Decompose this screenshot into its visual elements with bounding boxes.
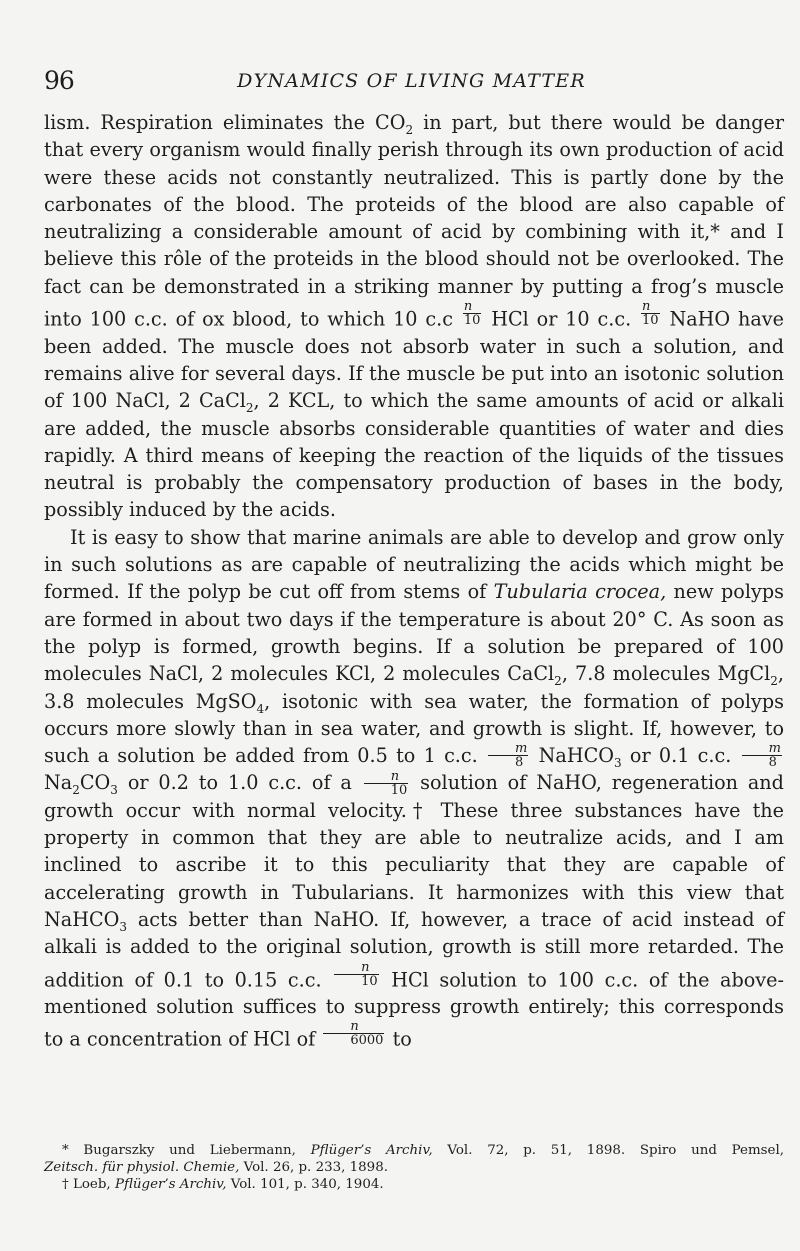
running-head: DYNAMICS OF LIVING MATTER xyxy=(237,70,586,92)
paragraph-1: lism. Respiration eliminates the $CO_2$ in part, but there would be danger that every organism would finally perish through its own production of acid were these acids not constantly neutralized. This is partly done by the carbonates of the blood. The proteids of the blood are also capable of neutralizing a considerable amount of acid by combining with it,* and I believe this rôle of the proteids in the blood should not be overlooked. The fact can be demonstrated in a striking manner by putting a frog’s muscle into 100 c.c. of ox blood, to which 10 c.c $\frac{n}{10}$ HCl or 10 c.c. $\frac{n}{10}$ NaHO have been added. The muscle does not absorb water in such a solution, and remains alive for several days. If the muscle be put into an isotonic solution of 100 NaCl, 2 CaCl$_2$, 2 KCL, to which the same amounts of acid or alkali are added, the muscle absorbs considerable quantities of water and dies rapidly. A third means of keeping the reaction of the liquids of the tissues neutral is probably the compensatory production of bases in the body, possibly induced by the acids. xyxy=(44,111,785,522)
page-header xyxy=(44,66,779,96)
footnotes xyxy=(44,1142,784,1193)
fraction-n-over-10: $\frac{n}{10}$ xyxy=(642,299,659,329)
paragraph-2: It is easy to show that marine animals are able to develop and grow only in such solutions as are capable of neutralizing the acids which might be formed. If the polyp be cut off from stems of Tubularia crocea, new polyps are formed in about two days if the temperature is about 20° C. As soon as the polyp is formed, growth begins. If a solution be prepared of 100 molecules NaCl, 2 molecules KCl, 2 molecules CaCl$_2$, 7.8 molecules MgCl$_2$, 3.8 molecules MgSO$_4$, isotonic with sea water, the formation of polyps occurs more slowly than in sea water, and growth is slight. If, however, to such a solution be added from 0.5 to 1 c.c. $\frac{m}{8}$ NaHCO$_3$ or 0.1 c.c. $\frac{m}{8}$ $Na_2CO_3$ or 0.2 to 1.0 c.c. of a $\frac{n}{10}$ solution of NaHO, regeneration and growth occur with normal velocity.† These three substances have the property in common that they are able to neutralize acids, and I am inclined to ascribe it to this peculiarity that they are capable of accelerating growth in Tubularians. It harmonizes with this view that NaHCO$_3$ acts better than NaHO. If, however, a trace of acid instead of alkali is added to the original solution, growth is still more retarded. The addition of 0.1 to 0.15 c.c. $\frac{n}{10}$ HCl solution to 100 c.c. of the above-mentioned solution suffices to suppress growth entirely; this corresponds to a concentration of HCl of $\frac{n}{6000}$ to xyxy=(44,525,784,1051)
body-text xyxy=(44,109,784,1053)
fraction-m-over-8: $\frac{m}{8}$ xyxy=(488,742,528,769)
fraction-n-over-10: $\frac{n}{10}$ xyxy=(334,961,379,988)
footnote-1-continued: Zeitsch. für physiol. Chemie, Vol. 26, p. 233, 1898. xyxy=(44,1160,388,1175)
fraction-n-over-10: $\frac{n}{10}$ xyxy=(463,299,481,329)
fraction-n-over-10: $\frac{n}{10}$ xyxy=(364,770,409,797)
footnote-2: † Loeb, Pflüger’s Archiv, Vol. 101, p. 340, 1904. xyxy=(62,1177,384,1192)
fraction-m-over-8: $\frac{m}{8}$ xyxy=(742,742,782,769)
footnote-1: * Bugarszky und Liebermann, Pflüger’s Archiv, Vol. 72, p. 51, 1898. Spiro und Pemsel, xyxy=(62,1143,784,1158)
fraction-n-over-6000: $\frac{n}{6000}$ xyxy=(323,1020,384,1047)
page-number: 96 xyxy=(44,66,74,95)
